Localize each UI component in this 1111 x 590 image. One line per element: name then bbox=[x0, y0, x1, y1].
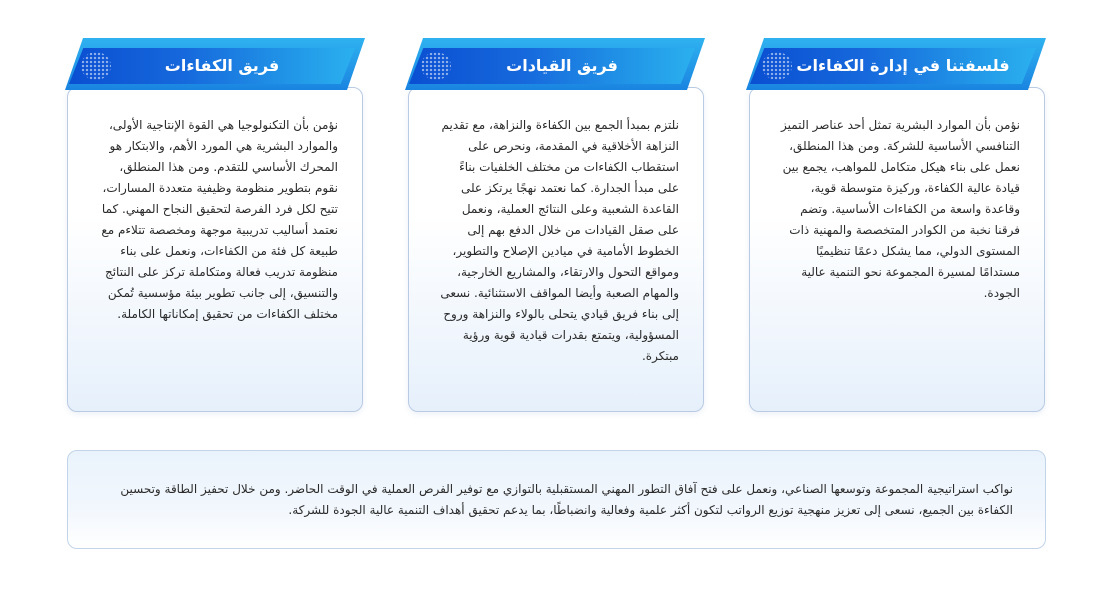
leadership-text: نلتزم بمبدأ الجمع بين الكفاءة والنزاهة، مع تقديم النزاهة الأخلاقية في المقدمة، ونحرص على استقطاب الكفاءات من مختلف الخلفيات بناءً على مبدأ الجدارة. كما نعتمد نهجًا يرتكز على القاعدة الشعبية وعلى النتائج العملية، ونعمل على صقل القيادات من خلال الدفع بهم إلى الخطوط الأمامية في ميادين الإصلاح والتطوير، ومواقع التحول والارتقاء، والمشاريع الخارجية، والمهام الصعبة وأيضا المواقف الاستثنائية. نسعى إلى بناء فريق قيادي يتحلى بالولاء والنزاهة وروح المسؤولية، ويتمتع بقدرات قيادية قوية ورؤية مبتكرة. bbox=[440, 118, 679, 363]
leadership-card bbox=[408, 87, 704, 412]
summary-text: نواكب استراتيجية المجموعة وتوسعها الصناعي، ونعمل على فتح آفاق التطور المهني المستقبلية بالتوازي مع توفير الفرص العملية في الوقت الحاضر. ومن خلال تحفيز الطاقة وتحسين الكفاءة بين الجميع، نسعى إلى تعزيز منهجية توزيع الرواتب لتكون أكثر علمية وفعالية وانضباطًا، بما يدعم تحقيق أهداف التنمية عالية الجودة للشركة. bbox=[120, 482, 1013, 517]
leadership-header bbox=[405, 38, 705, 90]
talent-title: فريق الكفاءات bbox=[164, 56, 280, 75]
talent-header bbox=[65, 38, 365, 90]
philosophy-text: نؤمن بأن الموارد البشرية تمثل أحد عناصر التميز التنافسي الأساسية للشركة. ومن هذا المنطلق، نعمل على بناء هيكل متكامل للمواهب، يجمع بين قيادة عالية الكفاءة، وركيزة متوسطة قوية، وقاعدة واسعة من الكفاءات الأساسية. وتضم فرقنا نخبة من الكوادر المتخصصة والمهنية ذات المستوى الدولي، مما يشكل دعمًا تنظيميًا مستدامًا لمسيرة المجموعة نحو التنمية عالية الجودة. bbox=[781, 118, 1020, 300]
leadership-title: فريق القيادات bbox=[506, 56, 618, 75]
talent-card bbox=[67, 87, 363, 412]
philosophy-card bbox=[749, 87, 1045, 412]
talent-text: نؤمن بأن التكنولوجيا هي القوة الإنتاجية الأولى، والموارد البشرية هي المورد الأهم، والابتكار هو المحرك الأساسي للتقدم. ومن هذا المنطلق، نقوم بتطوير منظومة وظيفية متعددة المسارات، تتيح لكل فرد الفرصة لتحقيق النجاح المهني. كما نعتمد أساليب تدريبية موجهة ومخصصة تتلاءم مع طبيعة كل فئة من الكفاءات، ونعمل على بناء منظومة تدريب فعالة ومتكاملة تركز على النتائج والتنسيق، إلى جانب تطوير بيئة مؤسسية تُمكن مختلف الكفاءات من تحقيق إمكاناتها الكاملة. bbox=[101, 118, 338, 321]
philosophy-title: فلسفتنا في إدارة الكفاءات bbox=[796, 56, 1010, 75]
philosophy-header bbox=[746, 38, 1046, 90]
summary-box bbox=[67, 450, 1046, 549]
